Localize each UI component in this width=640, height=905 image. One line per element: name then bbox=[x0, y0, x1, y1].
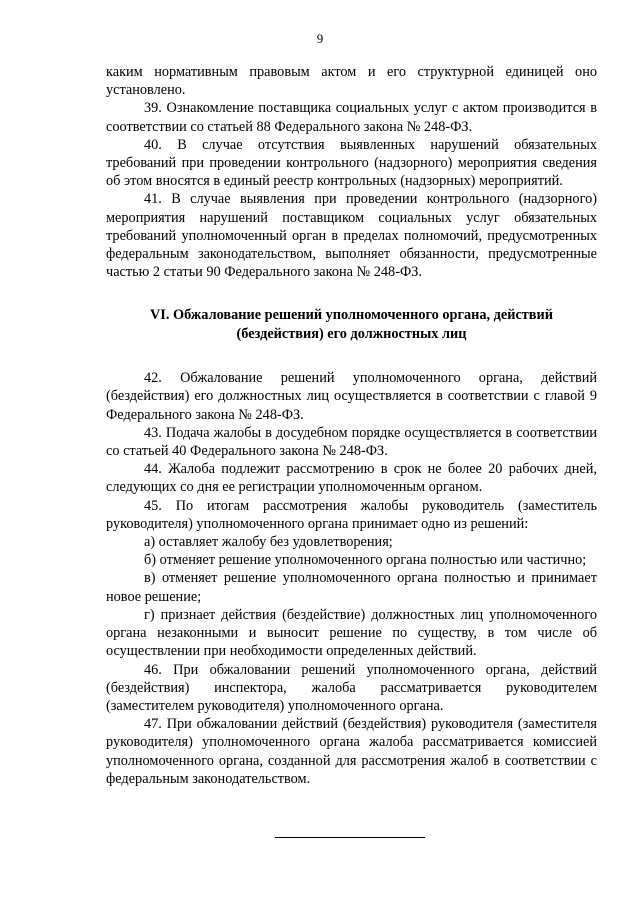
paragraph-44: 44. Жалоба подлежит рассмотрению в срок не более 20 рабочих дней, следующих со дня ее регистрации уполномоченным органом. bbox=[106, 461, 597, 496]
paragraph-41: 41. В случае выявления при проведении контрольного (надзорного) мероприятия нарушений поставщиком социальных услуг обязательных требований уполномоченный орган в пределах полномочий, предусмотренных федеральным законодательством, выполняет обязанности, предусмотренные частью 2 статьи 90 Федерального закона № 248-ФЗ. bbox=[106, 191, 597, 281]
section-heading-line-1: VI. Обжалование решений уполномоченного органа, действий bbox=[149, 307, 554, 324]
paragraph-46: 46. При обжаловании решений уполномоченного органа, действий (бездействия) инспектора, жалоба рассматривается руководителем (заместителем руководителя) уполномоченного органа. bbox=[106, 661, 597, 714]
paragraph-45: 45. По итогам рассмотрения жалобы руководитель (заместитель руководителя) уполномоченного органа принимает одно из решений: bbox=[106, 497, 597, 532]
paragraph-43: 43. Подача жалобы в досудебном порядке осуществляется в соответствии со статьей 40 Федерального закона № 248-ФЗ. bbox=[106, 424, 597, 460]
paragraph-40: 40. В случае отсутствия выявленных нарушений обязательных требований при проведении контрольного (надзорного) мероприятия сведения об этом вносятся в единый реестр контрольных (надзорных) мероприятий. bbox=[106, 136, 597, 190]
paragraph-47: 47. При обжаловании действий (бездействия) руководителя (заместителя руководителя) уполномоченного органа жалоба рассматривается комиссией уполномоченного органа, созданной для рассмотрения жалоб в соответствии с федеральным законодательством. bbox=[106, 716, 597, 787]
footer-divider bbox=[275, 837, 425, 838]
page-number: 9 bbox=[316, 31, 324, 46]
paragraph-42: 42. Обжалование решений уполномоченного органа, действий (бездействия) его должностных лиц осуществляется в соответствии с главой 9 Федерального закона № 248-ФЗ. bbox=[106, 370, 597, 423]
paragraph-39: 39. Ознакомление поставщика социальных услуг с актом производится в соответствии со статьей 88 Федерального закона № 248-ФЗ. bbox=[106, 100, 597, 135]
paragraph-continuation: каким нормативным правовым актом и его структурной единицей оно установлено. bbox=[106, 64, 597, 99]
section-heading bbox=[106, 306, 597, 343]
list-item-g: г) признает действия (бездействие) должностных лиц уполномоченного органа незаконными и выносит решение по существу, в том числе об осуществлении при необходимости определенных действий. bbox=[106, 606, 597, 660]
list-item-v: в) отменяет решение уполномоченного органа полностью и принимает новое решение; bbox=[106, 570, 597, 605]
document-body bbox=[106, 63, 597, 788]
list-item-a: а) оставляет жалобу без удовлетворения; bbox=[144, 534, 393, 551]
section-heading-line-2: (бездействия) его должностных лиц bbox=[236, 325, 467, 342]
list-item-b: б) отменяет решение уполномоченного органа полностью или частично; bbox=[144, 552, 587, 569]
